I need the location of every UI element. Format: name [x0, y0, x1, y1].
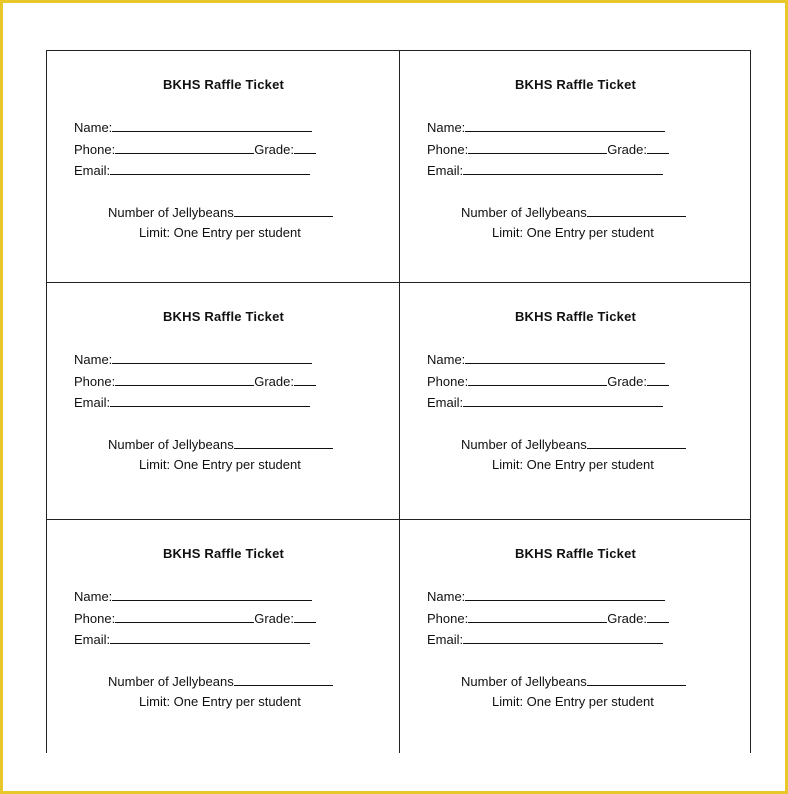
limit-text: Limit: One Entry per student [139, 694, 301, 709]
grade-label: Grade: [254, 142, 294, 157]
grade-blank-line[interactable] [294, 141, 316, 154]
jellybeans-field [108, 673, 333, 689]
name-blank-line[interactable] [465, 119, 665, 132]
name-field [74, 119, 312, 135]
grade-blank-line[interactable] [294, 373, 316, 386]
grade-label: Grade: [607, 142, 647, 157]
ticket-title: BKHS Raffle Ticket [162, 546, 285, 561]
jellybeans-blank-line[interactable] [234, 436, 333, 449]
phone-blank-line[interactable] [115, 373, 254, 386]
phone-blank-line[interactable] [468, 141, 607, 154]
phone-blank-line[interactable] [468, 373, 607, 386]
name-label: Name: [74, 589, 113, 604]
phone-grade-field [74, 141, 316, 157]
name-field [427, 351, 665, 367]
name-field [74, 588, 312, 604]
jellybeans-label: Number of Jellybeans [108, 437, 234, 452]
name-label: Name: [74, 120, 113, 135]
name-blank-line[interactable] [112, 119, 312, 132]
raffle-ticket [400, 520, 751, 753]
limit-text: Limit: One Entry per student [492, 225, 654, 240]
email-blank-line[interactable] [110, 394, 310, 407]
jellybeans-field [108, 204, 333, 220]
grade-blank-line[interactable] [647, 141, 669, 154]
jellybeans-blank-line[interactable] [234, 204, 333, 217]
email-field [427, 394, 663, 410]
limit-text: Limit: One Entry per student [139, 457, 301, 472]
email-field [74, 162, 310, 178]
name-field [427, 588, 665, 604]
email-label: Email: [74, 632, 111, 647]
ticket-title: BKHS Raffle Ticket [514, 77, 637, 92]
jellybeans-blank-line[interactable] [587, 436, 686, 449]
jellybeans-field [461, 673, 686, 689]
raffle-ticket [400, 283, 751, 520]
grade-label: Grade: [254, 374, 294, 389]
jellybeans-field [108, 436, 333, 452]
raffle-ticket [47, 520, 400, 753]
ticket-title: BKHS Raffle Ticket [514, 309, 637, 324]
grade-label: Grade: [254, 611, 294, 626]
jellybeans-label: Number of Jellybeans [108, 205, 234, 220]
name-label: Name: [74, 352, 113, 367]
ticket-title: BKHS Raffle Ticket [162, 309, 285, 324]
phone-grade-field [427, 610, 669, 626]
name-blank-line[interactable] [465, 588, 665, 601]
jellybeans-label: Number of Jellybeans [108, 674, 234, 689]
email-label: Email: [74, 395, 111, 410]
phone-label: Phone: [74, 374, 116, 389]
phone-blank-line[interactable] [468, 610, 607, 623]
ticket-sheet [46, 50, 751, 753]
email-blank-line[interactable] [110, 162, 310, 175]
ticket-title: BKHS Raffle Ticket [162, 77, 285, 92]
email-field [427, 162, 663, 178]
email-blank-line[interactable] [110, 631, 310, 644]
jellybeans-field [461, 204, 686, 220]
limit-text: Limit: One Entry per student [492, 457, 654, 472]
phone-label: Phone: [427, 142, 469, 157]
email-label: Email: [427, 632, 464, 647]
phone-blank-line[interactable] [115, 141, 254, 154]
jellybeans-label: Number of Jellybeans [461, 205, 587, 220]
limit-text: Limit: One Entry per student [139, 225, 301, 240]
jellybeans-blank-line[interactable] [587, 204, 686, 217]
phone-grade-field [74, 610, 316, 626]
email-blank-line[interactable] [463, 394, 663, 407]
email-label: Email: [74, 163, 111, 178]
phone-label: Phone: [74, 611, 116, 626]
grade-blank-line[interactable] [647, 610, 669, 623]
name-label: Name: [427, 352, 466, 367]
email-field [74, 631, 310, 647]
phone-blank-line[interactable] [115, 610, 254, 623]
jellybeans-label: Number of Jellybeans [461, 674, 587, 689]
email-field [74, 394, 310, 410]
raffle-ticket [400, 51, 751, 283]
phone-grade-field [427, 373, 669, 389]
grade-label: Grade: [607, 611, 647, 626]
phone-label: Phone: [74, 142, 116, 157]
ticket-title: BKHS Raffle Ticket [514, 546, 637, 561]
name-label: Name: [427, 589, 466, 604]
phone-label: Phone: [427, 374, 469, 389]
jellybeans-blank-line[interactable] [587, 673, 686, 686]
jellybeans-field [461, 436, 686, 452]
email-blank-line[interactable] [463, 631, 663, 644]
email-blank-line[interactable] [463, 162, 663, 175]
name-blank-line[interactable] [465, 351, 665, 364]
phone-grade-field [427, 141, 669, 157]
email-field [427, 631, 663, 647]
grade-blank-line[interactable] [294, 610, 316, 623]
email-label: Email: [427, 395, 464, 410]
name-field [427, 119, 665, 135]
raffle-ticket [47, 51, 400, 283]
ticket-grid [47, 51, 751, 753]
phone-grade-field [74, 373, 316, 389]
raffle-ticket [47, 283, 400, 520]
grade-label: Grade: [607, 374, 647, 389]
name-blank-line[interactable] [112, 588, 312, 601]
email-label: Email: [427, 163, 464, 178]
name-blank-line[interactable] [112, 351, 312, 364]
phone-label: Phone: [427, 611, 469, 626]
grade-blank-line[interactable] [647, 373, 669, 386]
name-label: Name: [427, 120, 466, 135]
jellybeans-blank-line[interactable] [234, 673, 333, 686]
limit-text: Limit: One Entry per student [492, 694, 654, 709]
name-field [74, 351, 312, 367]
jellybeans-label: Number of Jellybeans [461, 437, 587, 452]
